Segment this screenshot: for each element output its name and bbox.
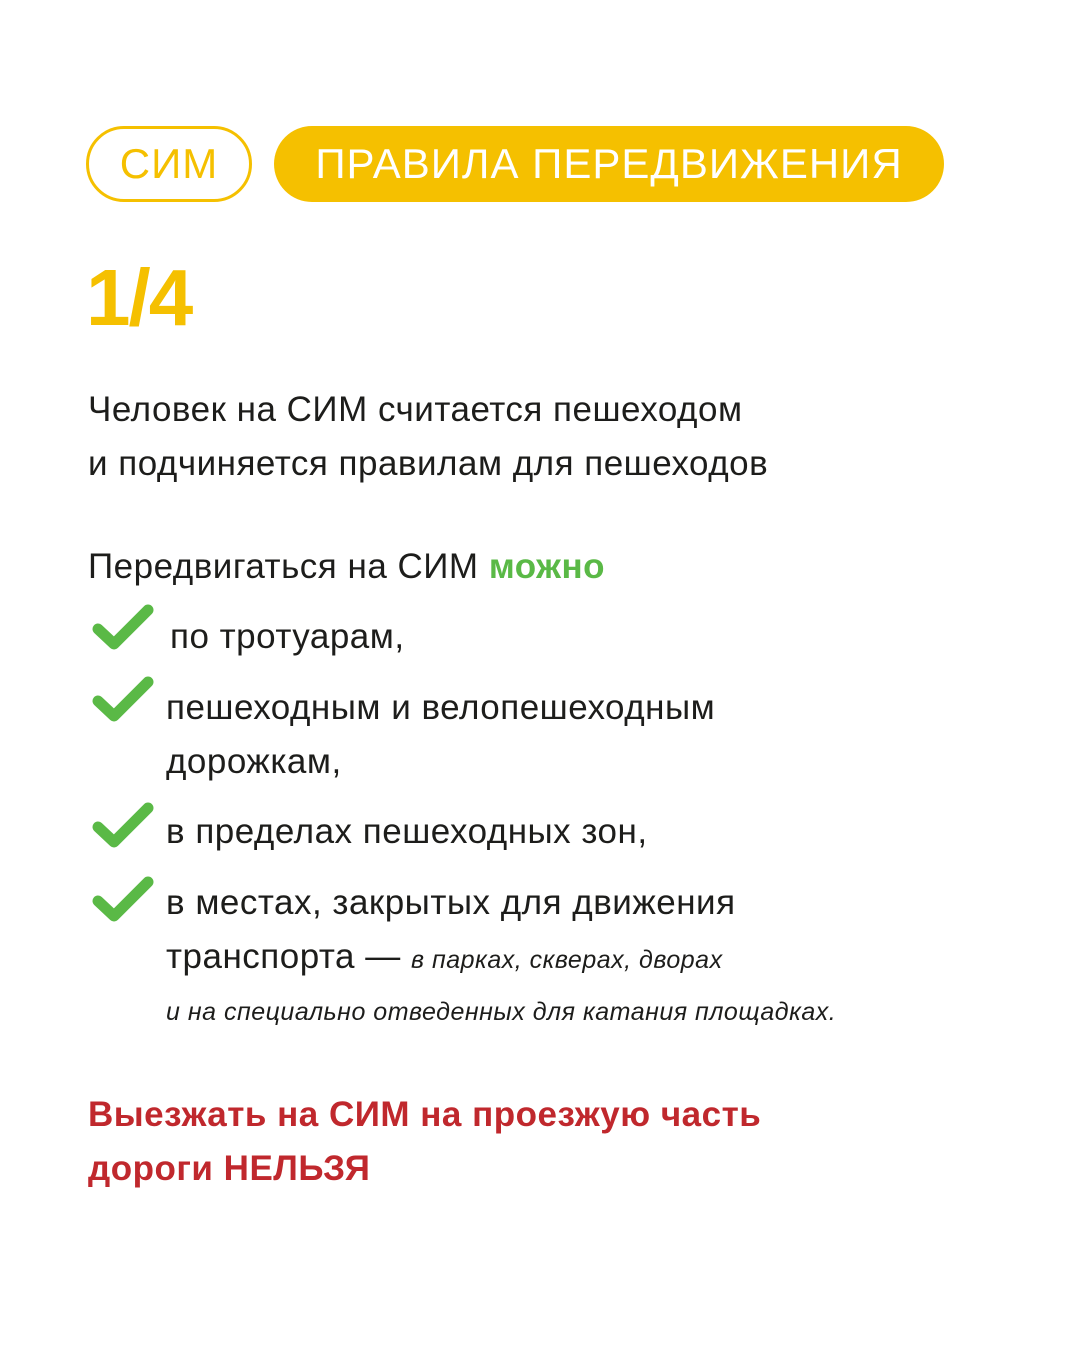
check-icon	[92, 676, 154, 726]
allowed-item-4-line-2	[166, 930, 723, 987]
allowed-item-4-note-2: и на специально отведенных для катания площадках.	[166, 998, 837, 1026]
warning-line-2: дороги НЕЛЬЗЯ	[88, 1149, 371, 1188]
allowed-item-4-word: транспорта	[166, 937, 356, 976]
lead-line-2: и подчиняется правилам для пешеходов	[88, 444, 769, 483]
allowed-highlight: можно	[488, 547, 606, 586]
check-icon	[92, 876, 154, 926]
allowed-heading-text: Передвигаться на СИМ	[88, 547, 489, 586]
lead-text	[88, 383, 1008, 491]
allowed-item-4-line-1: в местах, закрытых для движения	[166, 883, 736, 922]
allowed-item-3: в пределах пешеходных зон,	[166, 812, 648, 851]
topic-tag-label: ПРАВИЛА ПЕРЕДВИЖЕНИЯ	[315, 140, 903, 187]
topic-tag	[274, 126, 944, 202]
lead-line-1: Человек на СИМ считается пешеходом	[88, 390, 743, 429]
sim-tag	[86, 126, 252, 202]
allowed-item-2-line-1: пешеходным и велопешеходным	[166, 688, 716, 727]
check-icon	[92, 802, 154, 852]
allowed-item-1: по тротуарам,	[170, 617, 405, 656]
sim-tag-label: СИМ	[119, 140, 219, 187]
allowed-item-4-note-1: в парках, скверах, дворах	[410, 946, 723, 974]
em-dash: —	[355, 937, 411, 976]
check-icon	[92, 604, 154, 654]
warning-line-1: Выезжать на СИМ на проезжую часть	[88, 1095, 762, 1134]
slide-counter: 1/4	[86, 253, 192, 342]
warning-text	[88, 1088, 1008, 1196]
allowed-item-2-line-2: дорожкам,	[166, 742, 342, 781]
allowed-heading	[88, 540, 605, 594]
